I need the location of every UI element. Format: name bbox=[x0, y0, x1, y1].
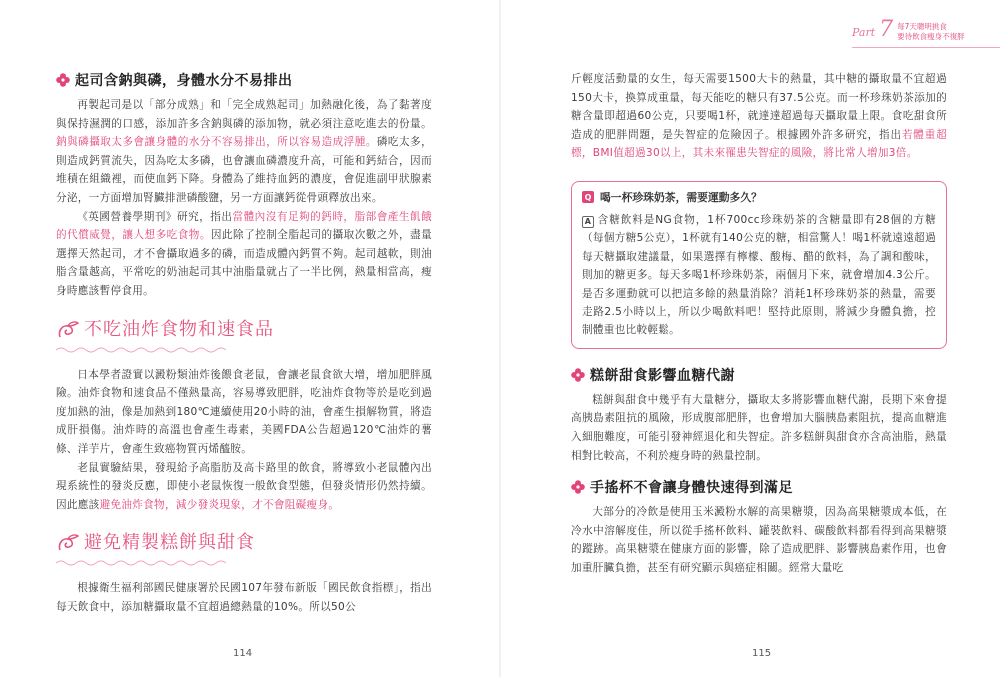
paragraph bbox=[56, 366, 432, 459]
body-text: 根據衛生福利部國民健康署於民國107年發布新版「國民飲食指標」，指出每天飲食中，添加糖攝取量不宜超過總熱量的10%。所以50公 bbox=[56, 582, 432, 613]
running-head bbox=[852, 16, 965, 42]
running-head-line2: 要待飲食瘦身不復胖 bbox=[897, 32, 965, 41]
heading-cheese bbox=[56, 70, 432, 90]
running-head-line1: 每7天聰明挑食 bbox=[897, 22, 947, 31]
left-page bbox=[56, 70, 432, 616]
right-page bbox=[571, 70, 947, 578]
body-text: 老鼠實驗結果，發現給予高脂肪及高卡路里的飲食，將導致小老鼠體內出現系統性的發炎反應，即使小老鼠恢復一般飲食型態，但發炎情形仍然持續。因此應該 bbox=[56, 461, 432, 511]
paragraph bbox=[571, 503, 947, 577]
page-number-right: 115 bbox=[752, 648, 772, 659]
highlight-text: 當體內沒有足夠的鈣時，脂部會產生飢餓的代償威覺，讓人想多吃食物。 bbox=[56, 210, 432, 242]
running-head-number: 7 bbox=[879, 16, 894, 42]
heading-shake-drink bbox=[571, 477, 947, 497]
body-text: 大部分的冷飲是使用玉米澱粉水解的高果糖漿，因為高果糖漿成本低，在冷水中溶解度佳，所以從手搖杯飲料、罐裝飲料、碳酸飲料都看得到高果糖漿的蹤跡。高果糖漿在健康方面的影響，除了造成肥胖、影響胰島素作用，也會加重肝臟負擔，甚至有研究顯示與癌症相關。經常大量吃 bbox=[571, 506, 947, 574]
running-head-rule bbox=[852, 47, 1000, 48]
paragraph bbox=[571, 70, 947, 163]
heading-title: 糕餅甜食影響血糖代謝 bbox=[590, 367, 735, 384]
body-text: 日本學者證實以澱粉類油炸後餵食老鼠，會讓老鼠食欲大增，增加肥胖風險。油炸食物和速食品不僅熱量高，容易導致肥胖，吃油炸食物等於是吃到過度加熱的油，像是加熱到180℃連續使用20小時的油，會產生損解物質，將造成肝損傷。油炸時的高溫也會產生毒素，美國FDA公告超過120℃油炸的薯條、洋芋片，會產生致癌物質丙烯醯胺。 bbox=[56, 368, 432, 455]
qa-box bbox=[571, 181, 947, 349]
section-heading-fried-food bbox=[56, 315, 432, 341]
highlight-text: 若體重超標，BMI值超過30以上，其未來罹患失智症的風險，將比常人增加3倍。 bbox=[571, 128, 947, 160]
body-text: 因此除了控制全脂起司的攝取次數之外，盡量選擇天然起司，才不會攝取過多的磷，而造成體內鈣質不夠。起司越軟，則油脂含量越高，平常吃的奶油起司其中油脂量就占了一半比例，熱量相當高，瘦身時應該暫停食用。 bbox=[56, 229, 432, 297]
paragraph bbox=[56, 208, 432, 301]
heading-title: 起司含鈉與磷，身體水分不易排出 bbox=[75, 73, 293, 89]
leaf-swirl-icon bbox=[56, 319, 80, 341]
body-text: 糕餅與甜食中幾乎有大量糖分，攝取太多將影響血糖代謝，長期下來會提高胰島素阻抗的風險，形成腹部肥胖，也會增加大腦胰島素阻抗，提高血糖進入細胞難度，可能引發神經退化和失智症。許多糕餅與甜食亦含高油脂，熱量相對比較高，不利於瘦身時的熱量控制。 bbox=[571, 393, 947, 462]
heading-pastry-blood-sugar bbox=[571, 365, 947, 385]
highlight-text: 避免油炸食物，減少發炎現象，才不會阻礙瘦身。 bbox=[99, 498, 340, 511]
answer-text: 含糖飲料是NG食物，1杯700cc珍珠奶茶的含糖量即有28個的方糖（每個方糖5公克），1杯就有140公克的糖，相當驚人！喝1杯就遠遠超過每天糖攝取建議量，如果選擇有檸檬、酸梅、醋的飲料，為了調和酸味，則加的糖更多。每天多喝1杯珍珠奶茶，兩個月下來，就會增加4.3公斤。是否多運動就可以把這多餘的熱量消除？消耗1杯珍珠奶茶的熱量，需要走路2.5小時以上，所以少喝飲料吧！堅持此原則，將減少身體負擔，控制體重也比較輕鬆。 bbox=[582, 213, 936, 337]
body-text: 《英國營養學期刊》研究，指出 bbox=[77, 210, 233, 223]
page-number-left: 114 bbox=[233, 648, 253, 659]
heading-title: 手搖杯不會讓身體快速得到滿足 bbox=[590, 480, 793, 497]
body-text: 斤輕度活動量的女生，每天需要1500大卡的熱量，其中糖的攝取量不宜超過150大卡，換算成重量，每天能吃的糖只有37.5公克。而一杯珍珠奶茶添加的糖含量即超過60公克，只要喝1杯，就達達超過每天攝取量上限。食吃甜食所造成的肥胖問題，是失智症的危險因子。根據國外許多研究，指出 bbox=[571, 73, 947, 141]
flower-bullet-icon bbox=[56, 73, 70, 87]
paragraph bbox=[56, 96, 432, 208]
wavy-underline bbox=[56, 346, 226, 354]
question-text: 喝一杯珍珠奶茶，需要運動多久？ bbox=[600, 190, 762, 204]
running-head-part: Part bbox=[852, 25, 876, 39]
qa-answer bbox=[582, 211, 936, 340]
wavy-underline bbox=[56, 559, 226, 567]
flower-bullet-icon bbox=[571, 480, 585, 494]
section-title: 不吃油炸食物和速食品 bbox=[84, 318, 274, 340]
leaf-swirl-icon bbox=[56, 532, 80, 554]
section-title: 避免精製糕餅與甜食 bbox=[84, 532, 255, 554]
paragraph bbox=[56, 579, 432, 616]
a-badge-icon: A bbox=[582, 216, 594, 228]
highlight-text: 鈉與磷攝取太多會讓身體的水分不容易排出，所以容易造成浮腫。 bbox=[56, 136, 377, 149]
flower-bullet-icon bbox=[571, 368, 585, 382]
body-text: 再製起司是以「部分成熟」和「完全成熟起司」加熱融化後，為了黏著度與保持濕潤的口感，添加許多含鈉與磷的添加物，就必須注意吃進去的份量。 bbox=[56, 99, 432, 130]
section-heading-pastry bbox=[56, 528, 432, 554]
body-text: 磷吃太多，則造成鈣質流失，因為吃太多磷，也會讓血磷濃度升高，可能和鈣結合，因而堆積在組織裡，而使血鈣下降。身體為了維持血鈣的濃度，會促進副甲狀腺素分泌，一方面增加腎臟排泄磷酸鹽，另一方面讓鈣從骨頭釋放出來。 bbox=[56, 136, 433, 204]
q-badge-icon: Q bbox=[582, 191, 594, 203]
qa-question bbox=[582, 190, 936, 205]
page-gutter bbox=[499, 0, 501, 677]
running-head-text bbox=[897, 22, 965, 42]
paragraph bbox=[571, 391, 947, 465]
paragraph bbox=[56, 459, 432, 515]
